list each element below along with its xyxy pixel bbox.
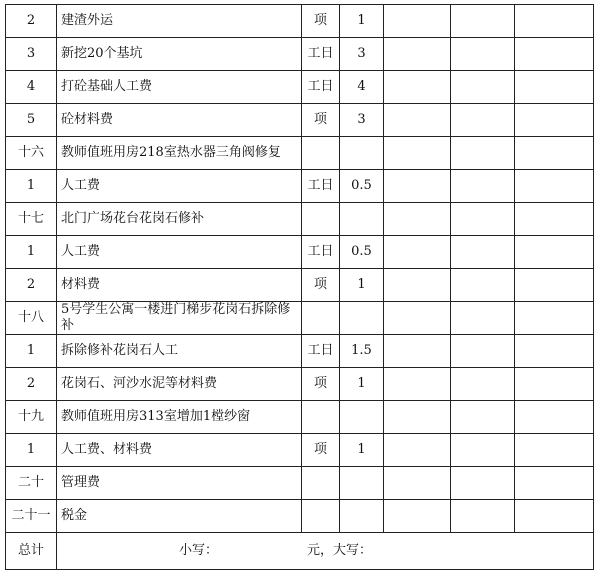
- row-empty-cell: [451, 335, 515, 368]
- row-item-name: 税金: [57, 500, 302, 533]
- table-row: [6, 104, 594, 137]
- table-row: [6, 335, 594, 368]
- table-row: [6, 269, 594, 302]
- row-number: 1: [6, 434, 57, 467]
- row-number: 2: [6, 368, 57, 401]
- row-empty-cell: [515, 335, 594, 368]
- row-empty-cell: [451, 500, 515, 533]
- row-quantity: [340, 401, 384, 434]
- row-quantity: [340, 500, 384, 533]
- row-empty-cell: [451, 5, 515, 38]
- row-item-name: 管理费: [57, 467, 302, 500]
- row-unit: [302, 401, 340, 434]
- row-empty-cell: [384, 137, 451, 170]
- table-row: [6, 500, 594, 533]
- row-item-name: 拆除修补花岗石人工: [57, 335, 302, 368]
- row-empty-cell: [451, 368, 515, 401]
- row-empty-cell: [451, 401, 515, 434]
- row-empty-cell: [515, 38, 594, 71]
- row-quantity: 1: [340, 368, 384, 401]
- row-quantity: 1: [340, 434, 384, 467]
- row-empty-cell: [384, 104, 451, 137]
- row-item-name: 砼材料费: [57, 104, 302, 137]
- row-empty-cell: [451, 467, 515, 500]
- table-row: [6, 203, 594, 236]
- table-row: [6, 236, 594, 269]
- row-empty-cell: [384, 236, 451, 269]
- table-row: [6, 137, 594, 170]
- row-empty-cell: [515, 170, 594, 203]
- row-empty-cell: [384, 5, 451, 38]
- row-quantity: 0.5: [340, 170, 384, 203]
- row-empty-cell: [384, 302, 451, 335]
- row-unit: [302, 500, 340, 533]
- row-quantity: 3: [340, 38, 384, 71]
- row-empty-cell: [384, 203, 451, 236]
- total-label: 总计: [6, 533, 57, 570]
- row-quantity: 4: [340, 71, 384, 104]
- row-item-name: 教师值班用房313室增加1樘纱窗: [57, 401, 302, 434]
- row-quantity: [340, 203, 384, 236]
- row-empty-cell: [515, 104, 594, 137]
- row-quantity: [340, 137, 384, 170]
- row-empty-cell: [515, 401, 594, 434]
- row-quantity: 0.5: [340, 236, 384, 269]
- row-empty-cell: [384, 467, 451, 500]
- row-empty-cell: [384, 434, 451, 467]
- row-empty-cell: [451, 434, 515, 467]
- row-number: 1: [6, 236, 57, 269]
- row-empty-cell: [515, 500, 594, 533]
- row-number: 2: [6, 269, 57, 302]
- row-unit: 项: [302, 5, 340, 38]
- row-number: 2: [6, 5, 57, 38]
- row-empty-cell: [384, 368, 451, 401]
- row-empty-cell: [515, 203, 594, 236]
- row-unit: [302, 203, 340, 236]
- row-item-name: 建渣外运: [57, 5, 302, 38]
- row-quantity: [340, 467, 384, 500]
- row-unit: [302, 467, 340, 500]
- row-quantity: 1: [340, 5, 384, 38]
- row-empty-cell: [515, 368, 594, 401]
- row-empty-cell: [384, 335, 451, 368]
- table-body: [6, 5, 594, 533]
- row-empty-cell: [515, 137, 594, 170]
- row-number: 二十一: [6, 500, 57, 533]
- total-amount-cell: [57, 533, 594, 570]
- row-empty-cell: [451, 137, 515, 170]
- row-empty-cell: [515, 71, 594, 104]
- row-empty-cell: [384, 401, 451, 434]
- row-empty-cell: [451, 203, 515, 236]
- row-empty-cell: [451, 71, 515, 104]
- row-number: 5: [6, 104, 57, 137]
- row-empty-cell: [451, 38, 515, 71]
- row-empty-cell: [384, 71, 451, 104]
- row-number: 3: [6, 38, 57, 71]
- row-number: 十六: [6, 137, 57, 170]
- row-number: 4: [6, 71, 57, 104]
- row-number: 1: [6, 170, 57, 203]
- row-item-name: 材料费: [57, 269, 302, 302]
- row-empty-cell: [515, 269, 594, 302]
- row-empty-cell: [515, 434, 594, 467]
- row-empty-cell: [451, 269, 515, 302]
- row-empty-cell: [384, 269, 451, 302]
- table-row: [6, 368, 594, 401]
- row-empty-cell: [384, 170, 451, 203]
- table-row: [6, 5, 594, 38]
- row-unit: [302, 137, 340, 170]
- row-item-name: 人工费、材料费: [57, 434, 302, 467]
- row-item-name: 人工费: [57, 236, 302, 269]
- row-item-name: 花岗石、河沙水泥等材料费: [57, 368, 302, 401]
- total-small-label: 小写：: [179, 543, 219, 558]
- table-row: [6, 434, 594, 467]
- total-yuan-label: 元，大写：: [307, 543, 373, 558]
- row-empty-cell: [451, 104, 515, 137]
- row-empty-cell: [384, 38, 451, 71]
- row-number: 二十: [6, 467, 57, 500]
- row-item-name: 打砼基础人工费: [57, 71, 302, 104]
- table-row: [6, 38, 594, 71]
- table-row: [6, 302, 594, 335]
- row-unit: 项: [302, 368, 340, 401]
- row-quantity: [340, 302, 384, 335]
- row-empty-cell: [451, 302, 515, 335]
- cost-table: [5, 4, 594, 570]
- row-quantity: 1: [340, 269, 384, 302]
- row-unit: 工日: [302, 335, 340, 368]
- row-empty-cell: [515, 5, 594, 38]
- row-unit: 项: [302, 269, 340, 302]
- row-empty-cell: [515, 236, 594, 269]
- table-row: [6, 401, 594, 434]
- row-unit: 工日: [302, 71, 340, 104]
- row-quantity: 3: [340, 104, 384, 137]
- row-unit: 项: [302, 104, 340, 137]
- row-unit: [302, 302, 340, 335]
- row-number: 十七: [6, 203, 57, 236]
- row-unit: 工日: [302, 236, 340, 269]
- row-unit: 工日: [302, 170, 340, 203]
- row-empty-cell: [451, 236, 515, 269]
- row-unit: 项: [302, 434, 340, 467]
- total-row: [6, 533, 594, 570]
- row-number: 十八: [6, 302, 57, 335]
- row-empty-cell: [451, 170, 515, 203]
- row-number: 十九: [6, 401, 57, 434]
- row-item-name: 5号学生公寓一楼进门梯步花岗石拆除修补: [57, 302, 302, 335]
- row-number: 1: [6, 335, 57, 368]
- row-empty-cell: [515, 467, 594, 500]
- row-item-name: 教师值班用房218室热水器三角阀修复: [57, 137, 302, 170]
- row-item-name: 新挖20个基坑: [57, 38, 302, 71]
- row-quantity: 1.5: [340, 335, 384, 368]
- row-empty-cell: [384, 500, 451, 533]
- table-row: [6, 71, 594, 104]
- row-empty-cell: [515, 302, 594, 335]
- row-unit: 工日: [302, 38, 340, 71]
- table-row: [6, 170, 594, 203]
- row-item-name: 人工费: [57, 170, 302, 203]
- table-row: [6, 467, 594, 500]
- row-item-name: 北门广场花台花岗石修补: [57, 203, 302, 236]
